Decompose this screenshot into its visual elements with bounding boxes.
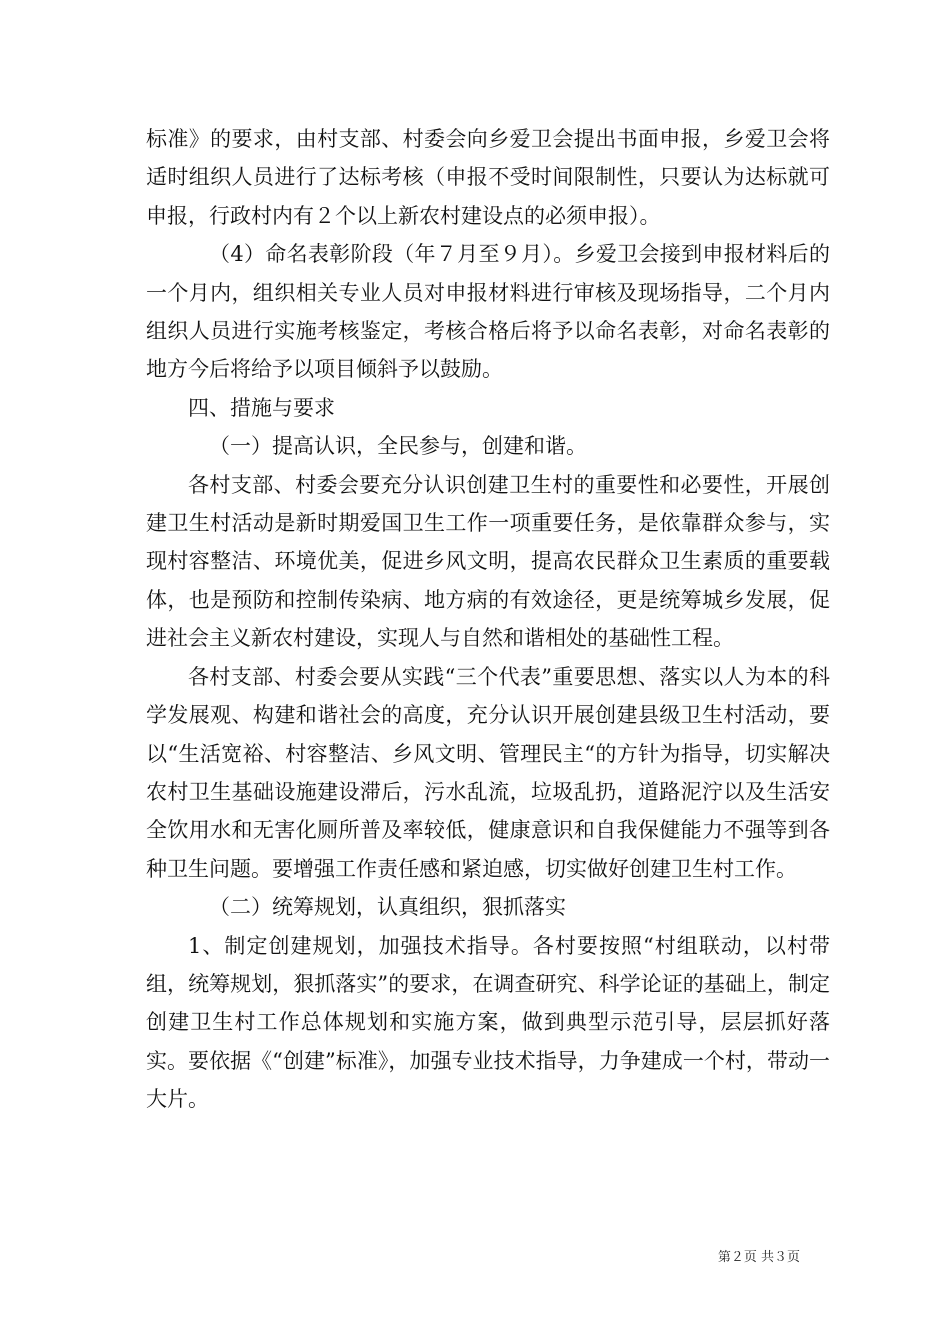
document-body [146, 120, 830, 1119]
paragraph-importance: 各村支部、村委会要充分认识创建卫生村的重要性和必要性，开展创建卫生村活动是新时期爱国卫生工作一项重要任务，是依靠群众参与，实现村容整洁、环境优美，促进乡风文明，提高农民群众卫生素质的重要载体，也是预防和控制传染病、地方病的有效途径，更是统筹城乡发展，促进社会主义新农村建设，实现人与自然和谐相处的基础性工程。 [146, 472, 830, 651]
paragraph-naming-stage: （4）命名表彰阶段（年７月至９月）。乡爱卫会接到申报材料后的一个月内，组织相关专业人员对申报材料进行审核及现场指导，二个月内组织人员进行实施考核鉴定，考核合格后将予以命名表彰，对命名表彰的地方今后将给予以项目倾斜予以鼓励。 [146, 242, 830, 382]
paragraph-application-continued: 标准》的要求，由村支部、村委会向乡爱卫会提出书面申报，乡爱卫会将适时组织人员进行了达标考核（申报不受时间限制性，只要认为达标就可申报，行政村内有２个以上新农村建设点的必须申报）。 [146, 127, 830, 228]
page-number-footer: 第２页 共３页 [717, 1250, 800, 1265]
section-heading-measures: 四、措施与要求 [188, 395, 335, 420]
subheading-raise-awareness: （一）提高认识，全民参与，创建和谐。 [209, 434, 587, 459]
paragraph-three-represents: 各村支部、村委会要从实践“三个代表”重要思想、落实以人为本的科学发展观、构建和谐社会的高度，充分认识开展创建县级卫生村活动，要以“生活宽裕、村容整洁、乡风文明、管理民主“的方针为指导，切实解决农村卫生基础设施建设滞后，污水乱流，垃圾乱扔，道路泥泞以及生活安全饮用水和无害化厕所普及率较低，健康意识和自我保健能力不强等到各种卫生问题。要增强工作责任感和紧迫感，切实做好创建卫生村工作。 [146, 664, 830, 881]
subheading-planning: （二）统筹规划，认真组织，狠抓落实 [209, 895, 566, 920]
paragraph-planning-guidance: 1、制定创建规划，加强技术指导。各村要按照“村组联动，以村带组，统筹规划，狠抓落实”的要求，在调查研究、科学论证的基础上，制定创建卫生村工作总体规划和实施方案，做到典型示范引导，层层抓好落实。要依据《“创建”标准》，加强专业技术指导，力争建成一个村，带动一大片。 [146, 933, 830, 1112]
